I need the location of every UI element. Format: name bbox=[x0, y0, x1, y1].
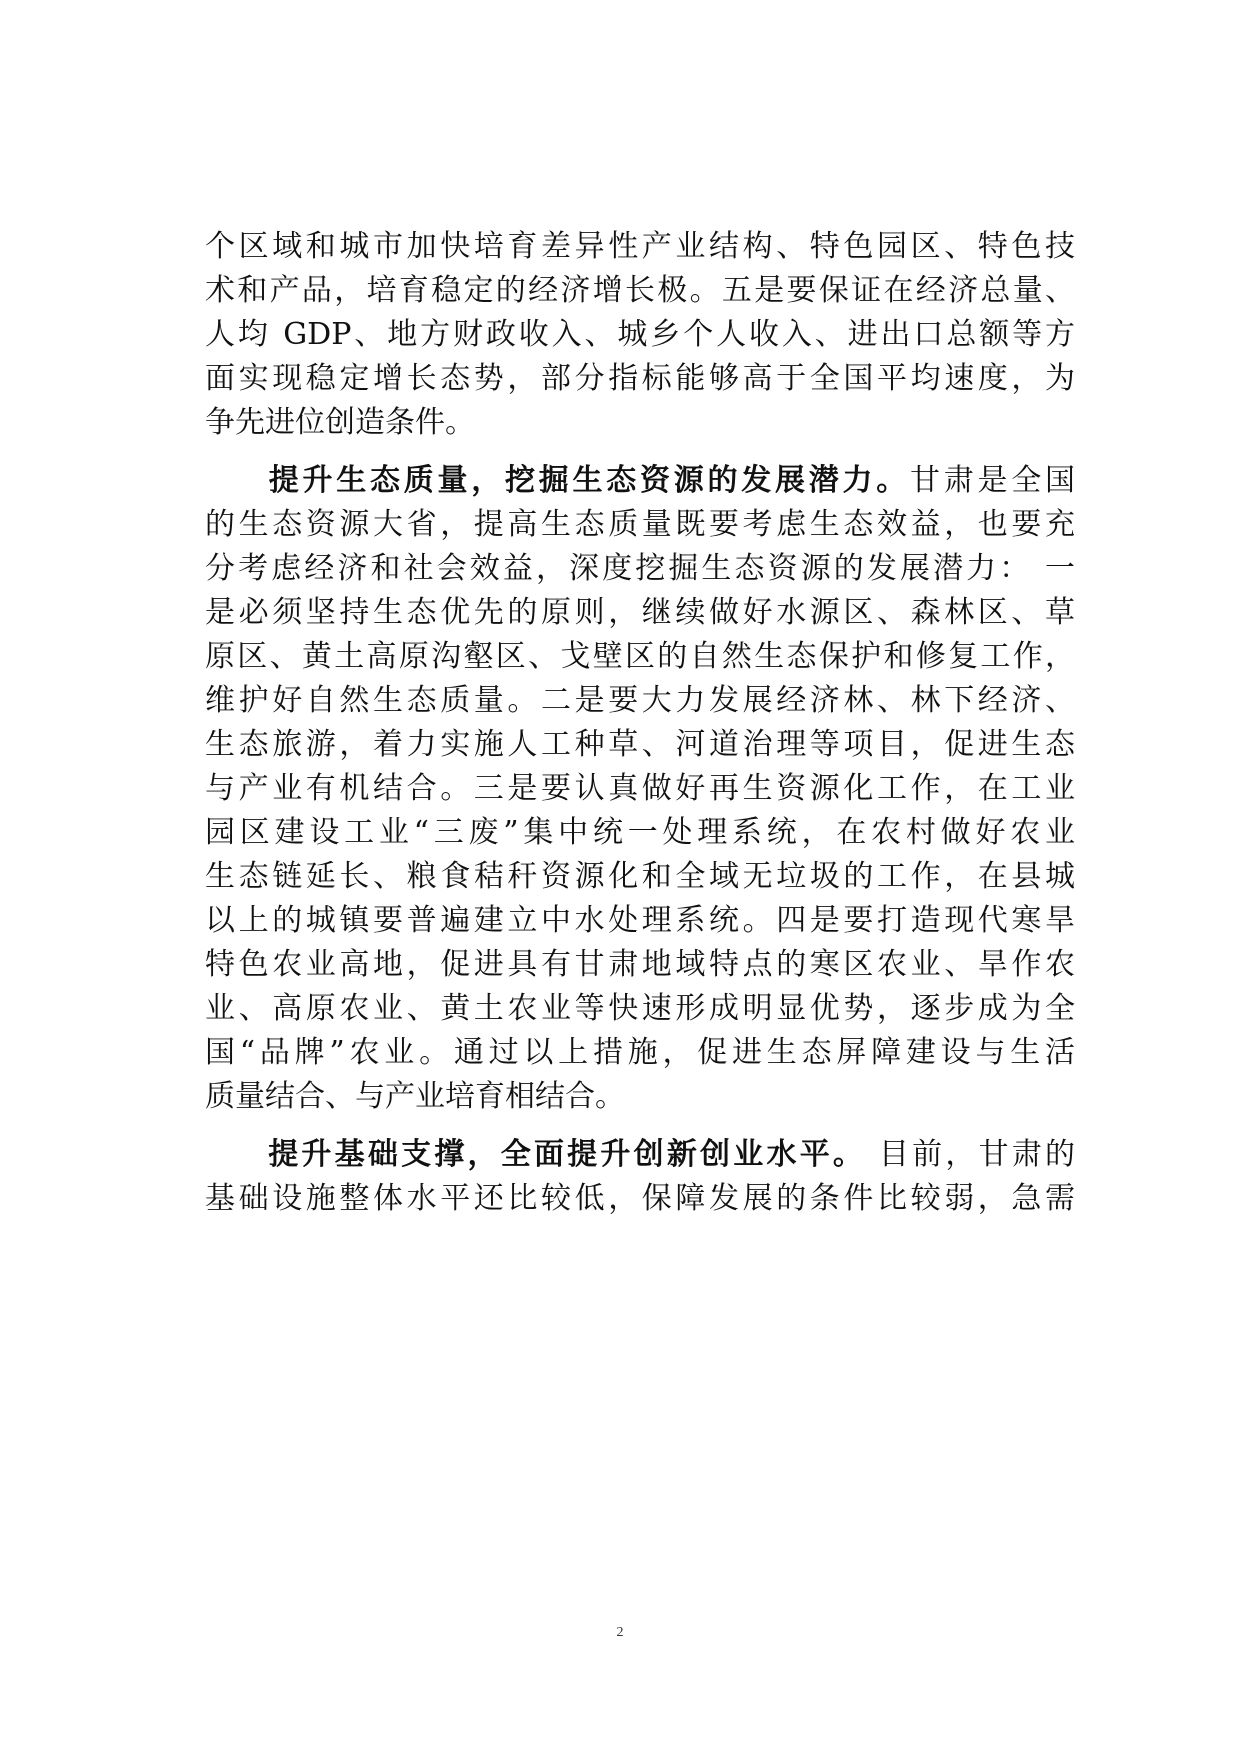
text-line: 维护好自然生态质量。二是要大力发展经济林、林下经济、 bbox=[205, 683, 1075, 718]
paragraph-3 bbox=[205, 1133, 1075, 1221]
text-line: 是必须坚持生态优先的原则，继续做好水源区、森林区、草 bbox=[205, 595, 1075, 630]
text-line: 个区域和城市加快培育差异性产业结构、特色园区、特色技 bbox=[205, 229, 1075, 264]
text-line: 业、高原农业、黄土农业等快速形成明显优势，逐步成为全 bbox=[205, 991, 1075, 1026]
text-line: 面实现稳定增长态势，部分指标能够高于全国平均速度，为 bbox=[205, 361, 1075, 396]
text-line: 原区、黄土高原沟壑区、戈壁区的自然生态保护和修复工作， bbox=[205, 639, 1075, 674]
text-line: 分考虑经济和社会效益，深度挖掘生态资源的发展潜力： 一 bbox=[205, 551, 1075, 586]
text-line: 基础设施整体水平还比较低，保障发展的条件比较弱，急需 bbox=[205, 1181, 1075, 1216]
text-line: 特色农业高地，促进具有甘肃地域特点的寒区农业、旱作农 bbox=[205, 947, 1075, 982]
paragraph-2 bbox=[205, 459, 1075, 1119]
text-line: 与产业有机结合。三是要认真做好再生资源化工作，在工业 bbox=[205, 771, 1075, 806]
text-line: 的生态资源大省，提高生态质量既要考虑生态效益，也要充 bbox=[205, 507, 1075, 542]
text-line: 质量结合、与产业培育相结合。 bbox=[205, 1079, 625, 1114]
page-number: 2 bbox=[616, 1625, 624, 1640]
section-heading: 提升生态质量，挖掘生态资源的发展潜力。 bbox=[265, 463, 910, 498]
text-line: 人均 GDP、地方财政收入、城乡个人收入、进出口总额等方 bbox=[205, 317, 1075, 352]
text-line: 术和产品，培育稳定的经济增长极。五是要保证在经济总量、 bbox=[205, 273, 1075, 308]
paragraph-1 bbox=[205, 225, 1075, 445]
section-heading: 提升基础支撑，全面提升创新创业水平。 bbox=[265, 1137, 867, 1172]
body-text bbox=[205, 225, 1075, 1221]
text-line: 生态链延长、粮食秸秆资源化和全域无垃圾的工作，在县城 bbox=[205, 859, 1075, 894]
text-run: 甘肃是全国 bbox=[910, 463, 1075, 498]
text-run: 目前，甘肃的 bbox=[866, 1137, 1076, 1172]
text-line: 争先进位创造条件。 bbox=[205, 405, 475, 440]
text-line: 国“品牌”农业。通过以上措施，促进生态屏障建设与生活 bbox=[205, 1035, 1075, 1070]
paragraph-3-first-line bbox=[205, 1133, 1075, 1177]
text-line: 生态旅游，着力实施人工种草、河道治理等项目，促进生态 bbox=[205, 727, 1075, 762]
paragraph-2-first-line bbox=[205, 459, 1075, 503]
text-line: 园区建设工业“三废”集中统一处理系统，在农村做好农业 bbox=[205, 815, 1075, 850]
text-line: 以上的城镇要普遍建立中水处理系统。四是要打造现代寒旱 bbox=[205, 903, 1075, 938]
